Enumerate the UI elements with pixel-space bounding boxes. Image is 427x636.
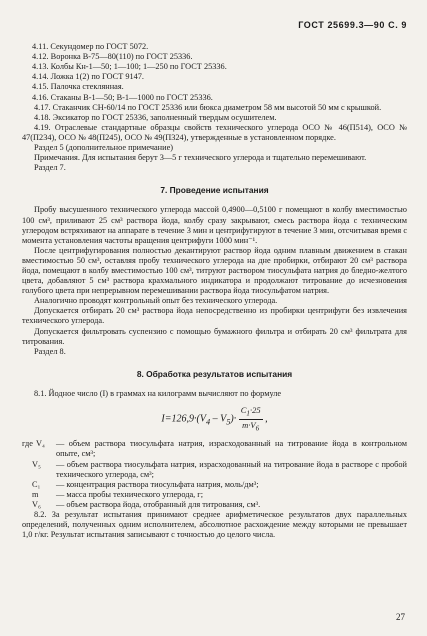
paragraph: Допускается фильтровать суспензию с помощью бумажного фильтра и отбирать 20 см³ фильтрата для титрования. bbox=[22, 326, 407, 346]
section5-note: Примечания. Для испытания берут 3—5 г технического углерода и тщательно перемешивают. bbox=[34, 153, 367, 163]
page-number: 27 bbox=[396, 611, 405, 622]
where-text: — объем раствора тиосульфата натрия, израсходованный на титрование йода в растворе с пробой технического углерода, см³; bbox=[56, 459, 407, 479]
where-row bbox=[22, 439, 407, 459]
formula-fraction bbox=[239, 405, 263, 433]
section8-label: Раздел 8. bbox=[34, 346, 66, 356]
paragraph: Допускается отбирать 20 см³ раствора йода непосредственно из пробирки центрифуги без извлечения технического углерода. bbox=[22, 306, 407, 326]
formula-sub: 5 bbox=[226, 417, 231, 427]
list-item: 4.16. Стаканы В-1—50; В-1—1000 по ГОСТ 25336. bbox=[32, 92, 213, 102]
formula-numerator bbox=[239, 405, 263, 420]
paragraph: После центрифугирования полностью декантируют раствор йода одним плавным движением в стакан вместимостью 50 см³, оставляя пробу технического углерода на дне пробирки, отбирают 20 см³ раствора йода, помещают в колбу вместимостью 100 см³, титруют раствором тиосульфата натрия до бледно-желтого цвета, добавляют 5 см³ раствора крахмального индикатора и продолжают титрование до исчезновения голубого цвета при непрерывном перемешивании раствора йода тиосульфатом натрия. bbox=[22, 245, 407, 296]
formula-lhs: I=126,9·(V bbox=[161, 413, 206, 425]
iodine-formula bbox=[22, 405, 407, 433]
calc-intro: 8.1. Йодное число (I) в граммах на килограмм вычисляют по формуле bbox=[34, 388, 282, 398]
formula-sub: 4 bbox=[205, 417, 211, 427]
den-sub: 6 bbox=[255, 424, 260, 433]
list-item: 4.19. Отраслевые стандартные образцы свойств технического углерода ОСО № 46(П514), ОСО № 47(П234), ОСО № 48(П245), ОСО № 49(П324), утвержденные в установленном порядке. bbox=[22, 122, 407, 142]
where-text: — концентрация раствора тиосульфата натрия, моль/дм³; bbox=[56, 479, 259, 489]
section7-heading: 7. Проведение испытания bbox=[160, 185, 269, 196]
list-item: 4.18. Эксикатор по ГОСТ 25336, заполненный твердым осушителем. bbox=[34, 112, 277, 122]
formula-close: )· bbox=[230, 413, 237, 425]
list-item: 4.13. Колбы Кн-1—50; 1—100; 1—250 по ГОСТ 25336. bbox=[32, 62, 227, 72]
num-tail: ·25 bbox=[249, 405, 261, 415]
page-header: ГОСТ 25699.3—90 С. 9 bbox=[298, 20, 407, 30]
formula-minus: – V bbox=[210, 413, 227, 425]
where-symbol: V₅ bbox=[32, 459, 41, 469]
section5-title: Раздел 5 (дополнительное примечание) bbox=[34, 143, 174, 153]
list-item: 4.11. Секундомер по ГОСТ 5072. bbox=[32, 42, 149, 52]
formula-tail: , bbox=[262, 413, 268, 425]
where-symbol: V₆ bbox=[32, 499, 41, 509]
paragraph: Аналогично проводят контрольный опыт без технического углерода. bbox=[34, 296, 278, 306]
where-symbol: V₄ bbox=[36, 439, 45, 449]
section7-label: Раздел 7. bbox=[34, 163, 66, 173]
list-item: 4.14. Ложка 1(2) по ГОСТ 9147. bbox=[32, 72, 145, 82]
list-item: 4.12. Воронка В-75—80(110) по ГОСТ 25336. bbox=[32, 52, 193, 62]
section8-heading: 8. Обработка результатов испытания bbox=[136, 368, 293, 379]
where-label: где bbox=[22, 439, 33, 449]
where-text: — объем раствора йода, отобранный для титрования, см³. bbox=[56, 499, 261, 509]
formula-denominator bbox=[239, 420, 263, 434]
where-text: — масса пробы технического углерода, г; bbox=[56, 489, 203, 499]
list-item: 4.15. Палочка стеклянная. bbox=[32, 82, 124, 92]
where-row bbox=[22, 460, 407, 480]
paragraph-8-2: 8.2. За результат испытания принимают среднее арифметическое результатов двух параллельных определений, полученных одним исполнителем, абсолютное расхождение между которыми не превышает 1,0 г/кг. Результат испытания записывают с точностью до целого числа. bbox=[22, 510, 407, 540]
list-item: 4.17. Стаканчик СН-60/14 по ГОСТ 25336 или бюкса диаметром 58 мм высотой 50 мм с крышкой. bbox=[34, 102, 382, 112]
num-sub: 1 bbox=[246, 409, 250, 418]
num-symbol: C bbox=[240, 405, 247, 415]
where-row bbox=[22, 490, 407, 500]
where-row bbox=[22, 500, 407, 510]
where-row bbox=[22, 480, 407, 490]
where-symbol: m bbox=[32, 489, 39, 499]
equipment-list bbox=[22, 42, 407, 143]
den-symbol: m·V bbox=[242, 419, 256, 430]
paragraph: Пробу высушенного технического углерода массой 0,4900—0,5100 г помещают в колбу вместимостью 100 см³, приливают 25 см³ раствора йода, колбу сразу закрывают, смесь раствора йода с техническим углеродом встряхивают на аппарате в течение 3 мин и центрифугируют в течение 3 мин, отсчитывая время с момента установления частоты вращения центрифуги 1000 мин⁻¹. bbox=[22, 205, 407, 245]
where-text: — объем раствора тиосульфата натрия, израсходованный на титрование йода в контрольном опыте, см³; bbox=[56, 439, 407, 459]
where-symbol: C₁ bbox=[32, 479, 41, 489]
